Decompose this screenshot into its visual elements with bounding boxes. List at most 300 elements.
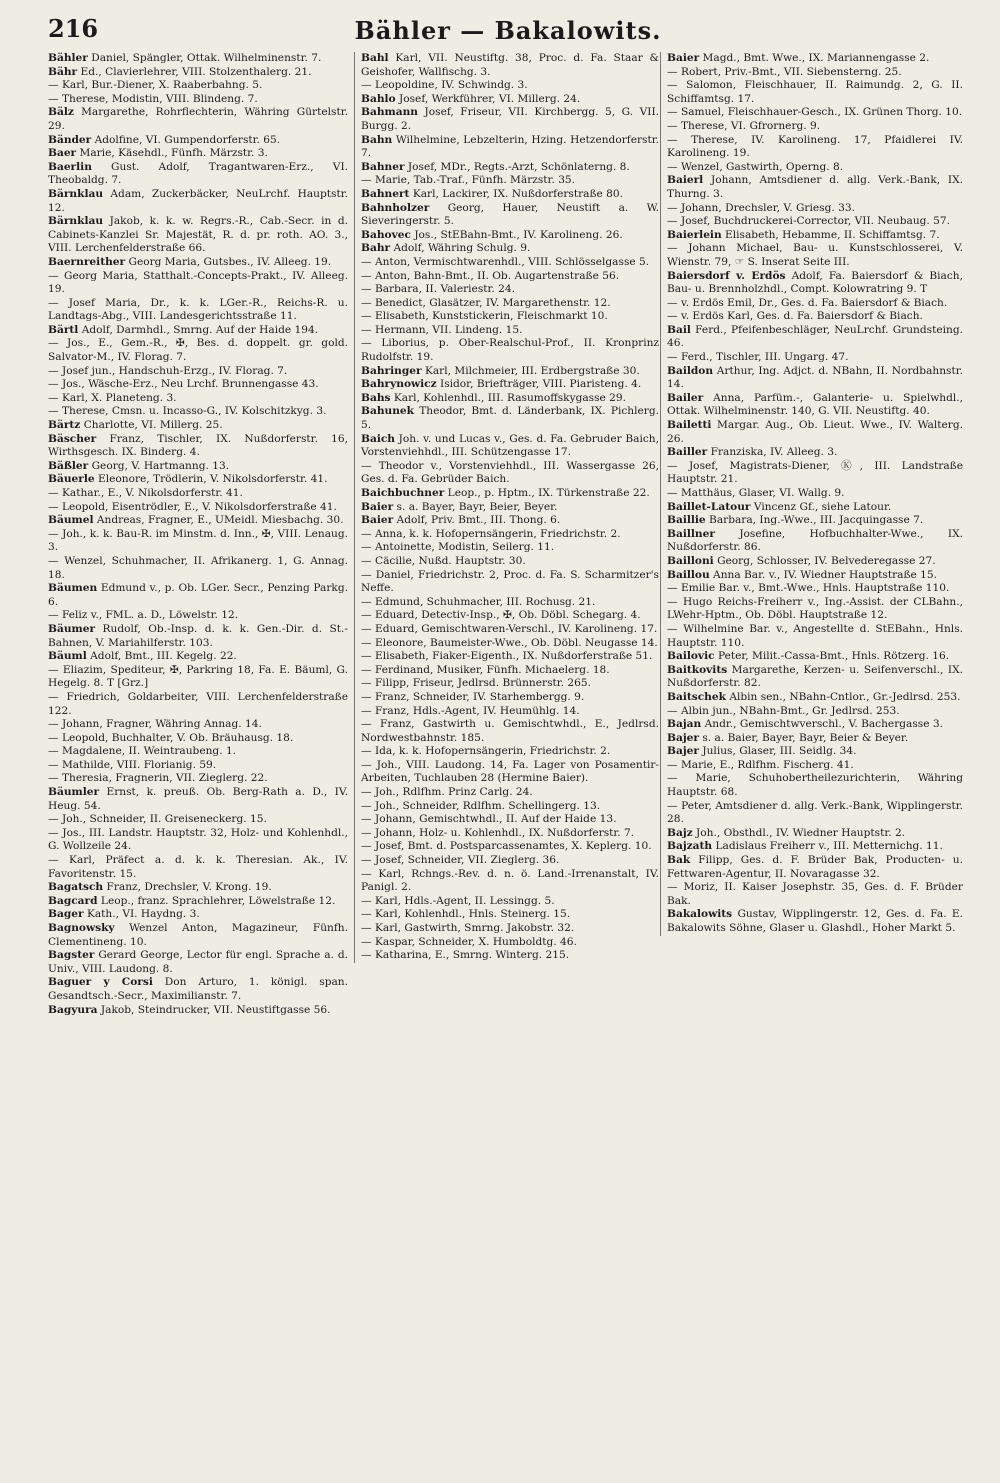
entry-details: — Emilie Bar. v., Bmt.-Wwe., Hnls. Hauptstraße 110.	[667, 582, 950, 595]
entry-details: Ladislaus Freiherr v., III. Metternichg. 11.	[715, 840, 943, 853]
entry-details: — Samuel, Fleischhauer-Gesch., IX. Grünen Thorg. 10.	[667, 106, 963, 119]
directory-entry	[667, 106, 963, 120]
directory-entry	[361, 161, 659, 175]
entry-surname: Baer	[48, 147, 77, 160]
directory-entry	[667, 745, 963, 759]
entry-details: — Leopoldine, IV. Schwindg. 3.	[361, 79, 528, 92]
entry-details: Arthur, Ing. Adjct. d. NBahn, II. Nordbahnstr. 14.	[667, 364, 963, 391]
entry-surname: Baildon	[667, 364, 714, 377]
directory-entry	[667, 419, 963, 446]
entry-details: — Josef Maria, Dr., k. k. LGer.-R., Reichs-R. u. Landtags-Abg., VIII. Landesgerichtsstraße 11.	[48, 296, 348, 323]
entry-surname: Bärtl	[48, 323, 79, 336]
entry-surname: Baillet-Latour	[667, 500, 751, 513]
entry-surname: Baerlin	[48, 160, 92, 173]
directory-entry	[667, 705, 963, 719]
entry-details: — Daniel, Friedrichstr. 2, Proc. d. Fa. S. Scharmitzer's Neffe.	[361, 568, 659, 595]
entry-details: — Jos., Wäsche-Erz., Neu Lrchf. Brunnengasse 43.	[48, 378, 319, 391]
entry-surname: Bärnklau	[48, 187, 104, 200]
entry-surname: Baier	[667, 52, 700, 64]
directory-entry	[667, 664, 963, 691]
directory-entry	[667, 351, 963, 365]
directory-entry	[361, 650, 659, 664]
entry-surname: Bänder	[48, 133, 92, 146]
directory-entry	[667, 242, 963, 269]
directory-entry	[48, 365, 348, 379]
column-3	[660, 52, 963, 936]
entry-surname: Baier	[361, 514, 394, 527]
directory-entry	[667, 908, 963, 935]
entry-details: — Barbara, II. Valeriestr. 24.	[361, 283, 515, 296]
entry-details: Wenzel Anton, Magazineur, Fünfh. Clementineng. 10.	[48, 922, 348, 948]
entry-surname: Bärnklau	[48, 215, 104, 228]
directory-entry	[361, 868, 659, 895]
entry-details: s. a. Baier, Bayer, Bayr, Beier & Beyer.	[702, 731, 909, 744]
directory-entry	[667, 79, 963, 106]
entry-surname: Bahs	[361, 391, 391, 404]
entry-details: Adolfine, VI. Gumpendorferstr. 65.	[94, 133, 281, 146]
entry-surname: Bahunek	[361, 405, 415, 418]
entry-surname: Bäumen	[48, 582, 98, 595]
directory-entry	[48, 759, 348, 773]
entry-details: — Josef, Schneider, VII. Zieglerg. 36.	[361, 854, 560, 867]
entry-details: Josefine, Hofbuchhalter-Wwe., IX. Nußdorferstr. 86.	[667, 527, 963, 554]
directory-entry	[48, 147, 348, 161]
directory-entry	[48, 732, 348, 746]
entry-details: — Therese, VI. Gfrornerg. 9.	[667, 119, 821, 132]
directory-entry	[48, 52, 348, 66]
entry-surname: Bahnert	[361, 187, 410, 200]
directory-entry	[361, 106, 659, 133]
directory-entry	[667, 215, 963, 229]
directory-entry	[48, 827, 348, 854]
entry-details: — Friedrich, Goldarbeiter, VIII. Lerchenfelderstraße 122.	[48, 690, 348, 717]
entry-details: — Josef, Buchdruckerei-Corrector, VII. Neubaug. 57.	[667, 215, 951, 228]
directory-entry	[361, 134, 659, 161]
entry-details: — Jos., III. Landstr. Hauptstr. 32, Holz- und Kohlenhdl., G. Wollzeile 24.	[48, 826, 348, 853]
directory-entry	[48, 256, 348, 270]
directory-entry	[48, 501, 348, 515]
entry-details: — Josef, Magistrats-Diener, Ⓚ, III. Landstraße Hauptstr. 21.	[667, 459, 963, 486]
entry-details: Barbara, Ing.-Wwe., III. Jacquingasse 7.	[709, 514, 924, 527]
entry-details: Jakob, Steindrucker, VII. Neustiftgasse 56.	[100, 1003, 331, 1016]
directory-entry	[361, 813, 659, 827]
entry-details: — Edmund, Schuhmacher, III. Rochusg. 21.	[361, 595, 596, 608]
entry-details: Andr., Gemischtwverschl., V. Bachergasse 3.	[704, 718, 943, 731]
entry-details: Leop., franz. Sprachlehrer, Löwelstraße 12.	[100, 894, 336, 907]
entry-details: — Eduard, Gemischtwaren-Verschl., IV. Karolineng. 17.	[361, 622, 658, 635]
entry-details: — Karl, Gastwirth, Smrng. Jakobstr. 32.	[361, 922, 575, 934]
entry-details: — Johann, Holz- u. Kohlenhdl., IX. Nußdorferstr. 7.	[361, 826, 635, 839]
directory-entry	[48, 609, 348, 623]
directory-entry	[48, 1004, 348, 1018]
directory-entry	[667, 691, 963, 705]
directory-entry	[361, 188, 659, 202]
entry-details: Adolf, Darmhdl., Smrng. Auf der Haide 194.	[81, 323, 319, 336]
directory-entry	[361, 705, 659, 719]
entry-details: — Eleonore, Baumeister-Wwe., Ob. Döbl. Neugasse 14.	[361, 636, 658, 649]
entry-surname: Bahr	[361, 242, 391, 255]
entry-surname: Baguer y Corsi	[48, 976, 153, 989]
directory-entry	[361, 555, 659, 569]
entry-details: Georg Maria, Gutsbes., IV. Alleeg. 19.	[128, 255, 332, 268]
directory-entry	[361, 487, 659, 501]
entry-surname: Bähler	[48, 52, 88, 64]
directory-entry	[48, 623, 348, 650]
entry-details: — Matthäus, Glaser, VI. Wallg. 9.	[667, 487, 845, 499]
directory-entry	[361, 922, 659, 936]
directory-entry	[48, 161, 348, 188]
entry-details: — Elisabeth, Fiaker-Eigenth., IX. Nußdorferstraße 51.	[361, 650, 653, 663]
directory-entry	[48, 949, 348, 976]
entry-details: Karl, Lackirer, IX. Nußdorferstraße 80.	[412, 187, 624, 200]
directory-entry	[361, 800, 659, 814]
directory-entry	[48, 895, 348, 909]
entry-surname: Bajzath	[667, 840, 713, 853]
entry-details: — Peter, Amtsdiener d. allg. Verk.-Bank, Wipplingerstr. 28.	[667, 799, 963, 826]
entry-details: — Johann Michael, Bau- u. Kunstschlosserei, V. Wienstr. 79, ☞ S. Inserat Seite III.	[667, 242, 963, 268]
directory-entry	[361, 460, 659, 487]
directory-entry	[48, 324, 348, 338]
entry-details: Anna Bar. v., IV. Wiedner Hauptstraße 15.	[713, 568, 938, 581]
entry-details: Eleonore, Trödlerin, V. Nikolsdorferstr. 41.	[97, 473, 328, 486]
entry-details: Anna, Parfüm.-, Galanterie- u. Spielwhdl., Ottak. Wilhelminenstr. 140, G. VII. Neustiftg. 40.	[667, 391, 963, 418]
directory-entry	[667, 840, 963, 854]
entry-details: Georg, Hauer, Neustift a. W. Sieveringerstr. 5.	[361, 201, 659, 228]
directory-entry	[361, 365, 659, 379]
entry-details: Charlotte, VI. Millerg. 25.	[83, 419, 223, 432]
directory-entry	[361, 297, 659, 311]
entry-details: — Magdalene, II. Weintraubeng. 1.	[48, 745, 237, 758]
entry-details: Franz, Drechsler, V. Krong. 19.	[106, 881, 272, 894]
entry-details: — Eduard, Detectiv-Insp., ✠, Ob. Döbl. Schegarg. 4.	[361, 609, 641, 622]
entry-details: — Mathilde, VIII. Florianig. 59.	[48, 758, 217, 771]
entry-details: Josef, MDr., Regts.-Arzt, Schönlaterng. 8.	[407, 160, 630, 173]
directory-entry	[667, 66, 963, 80]
directory-entry	[667, 202, 963, 216]
directory-entry	[361, 936, 659, 950]
directory-entry	[48, 908, 348, 922]
directory-entry	[48, 881, 348, 895]
entry-details: — Kaspar, Schneider, X. Humboldtg. 46.	[361, 935, 577, 948]
directory-entry	[667, 514, 963, 528]
entry-details: — Theodor v., Vorstenviehhdl., III. Wassergasse 26, Ges. d. Fa. Gebrüder Baich.	[361, 459, 659, 486]
directory-entry	[48, 786, 348, 813]
directory-entry	[48, 392, 348, 406]
directory-entry	[48, 528, 348, 555]
entry-surname: Bäscher	[48, 432, 97, 445]
directory-entry	[361, 691, 659, 705]
directory-entry	[361, 908, 659, 922]
entry-surname: Bahnholzer	[361, 201, 430, 214]
directory-entry	[48, 487, 348, 501]
directory-entry	[48, 215, 348, 256]
directory-entry	[48, 337, 348, 364]
entry-surname: Bahringer	[361, 364, 422, 377]
directory-entry	[48, 405, 348, 419]
entry-details: — Moriz, II. Kaiser Josephstr. 35, Ges. d. F. Brüder Bak.	[667, 881, 963, 907]
entry-details: Julius, Glaser, III. Seidlg. 34.	[702, 745, 857, 758]
entry-details: Vincenz Gf., siehe Latour.	[753, 500, 892, 513]
entry-details: — Albin jun., NBahn-Bmt., Gr. Jedlrsd. 253.	[667, 704, 900, 717]
entry-details: Adolf, Priv. Bmt., III. Thong. 6.	[396, 514, 561, 527]
directory-entry	[361, 310, 659, 324]
entry-details: Margar. Aug., Ob. Lieut. Wwe., IV. Walterg. 26.	[667, 419, 964, 445]
entry-surname: Bäuml	[48, 650, 87, 663]
directory-entry	[361, 528, 659, 542]
entry-details: — Therese, Cmsn. u. Incasso-G., IV. Kolschitzkyg. 3.	[48, 405, 327, 418]
entry-surname: Bagcard	[48, 894, 98, 907]
entry-details: Wilhelmine, Lebzelterin, Hzing. Hetzendorferstr. 7.	[361, 133, 659, 160]
entry-surname: Bakalowits	[667, 908, 733, 921]
entry-details: — Feliz v., FML. a. D., Löwelstr. 12.	[48, 609, 239, 622]
entry-details: Jakob, k. k. w. Regrs.-R., Cab.-Secr. in d. Cabinets-Kanzlei Sr. Majestät, R. d. pr. roth. AO. 3., VIII. Lerchenfelderstraße 66.	[48, 215, 348, 255]
entry-details: — Joh., Schneider, II. Greiseneckerg. 15.	[48, 813, 267, 826]
entry-surname: Bäumler	[48, 786, 100, 799]
entry-surname: Bälz	[48, 106, 74, 119]
directory-entry	[361, 895, 659, 909]
directory-entry	[48, 270, 348, 297]
entry-details: Joh. v. und Lucas v., Ges. d. Fa. Gebruder Baich, Vorstenviehhdl., III. Schützengasse 17.	[361, 432, 659, 459]
directory-entry	[667, 297, 963, 311]
entry-surname: Bahrynowicz	[361, 378, 437, 391]
entry-surname: Bailer	[667, 391, 704, 404]
entry-surname: Baillou	[667, 568, 710, 581]
entry-surname: Bak	[667, 854, 691, 867]
directory-entry	[48, 378, 348, 392]
entry-details: — Salomon, Fleischhauer, II. Raimundg. 2, G. II. Schiffamtsg. 17.	[667, 79, 963, 105]
directory-entry	[361, 609, 659, 623]
entry-details: — Johann, Drechsler, V. Griesg. 33.	[667, 201, 855, 214]
entry-details: Gust. Adolf, Tragantwaren-Erz., VI. Theobaldg. 7.	[48, 160, 348, 187]
entry-details: — Ida, k. k. Hofopernsängerin, Friedrichstr. 2.	[361, 745, 611, 758]
directory-entry	[667, 134, 963, 161]
entry-details: Theodor, Bmt. d. Länderbank, IX. Pichlerg. 5.	[361, 405, 659, 432]
directory-entry	[667, 446, 963, 460]
directory-entry	[361, 256, 659, 270]
entry-details: — Johann, Gemischtwhdl., II. Auf der Haide 13.	[361, 813, 617, 826]
directory-entry	[361, 786, 659, 800]
directory-entry	[48, 976, 348, 1003]
entry-details: — Elisabeth, Kunststickerin, Fleischmarkt 10.	[361, 310, 608, 323]
entry-surname: Bailetti	[667, 419, 712, 432]
directory-entry	[361, 541, 659, 555]
directory-entry	[667, 800, 963, 827]
directory-entry	[667, 772, 963, 799]
entry-details: — Anna, k. k. Hofopernsängerin, Friedrichstr. 2.	[361, 527, 621, 540]
entry-details: — Karl, Rchngs.-Rev. d. n. ö. Land.-Irrenanstalt, IV. Panigl. 2.	[361, 867, 659, 894]
entry-details: — Anton, Bahn-Bmt., II. Ob. Augartenstraße 56.	[361, 269, 620, 282]
directory-entry	[48, 582, 348, 609]
page-header	[48, 14, 968, 50]
entry-details: Andreas, Fragner, E., UMeidl. Miesbachg. 30.	[96, 514, 344, 527]
entry-details: — Leopold, Buchhalter, V. Ob. Bräuhausg. 18.	[48, 731, 294, 744]
entry-surname: Baierl	[667, 174, 704, 187]
entry-details: — Marie, Schuhobertheilezurichterin, Währing Hauptstr. 68.	[667, 772, 963, 799]
entry-details: — Liborius, p. Ober-Realschul-Prof., II. Kronprinz Rudolfstr. 19.	[361, 337, 659, 364]
directory-entry	[361, 52, 659, 79]
directory-entry	[667, 161, 963, 175]
page-number: 216	[48, 14, 99, 43]
entry-details: Ernst, k. preuß. Ob. Berg-Rath a. D., IV. Heug. 54.	[48, 786, 349, 812]
entry-details: — Anton, Vermischtwarenhdl., VIII. Schlösselgasse 5.	[361, 255, 650, 268]
entry-surname: Bail	[667, 323, 691, 336]
entry-details: Karl, Milchmeier, III. Erdbergstraße 30.	[424, 364, 640, 377]
entry-surname: Baichbuchner	[361, 487, 445, 499]
entry-surname: Bager	[48, 908, 84, 921]
directory-entry	[667, 854, 963, 881]
entry-details: — Therese, IV. Karolineng. 17, Pfaidlerei IV. Karolineng. 19.	[667, 133, 963, 160]
directory-entry	[361, 677, 659, 691]
entry-details: — Joh., VIII. Laudong. 14, Fa. Lager von Posamentir-Arbeiten, Tuchlauben 28 (Hermine Baier).	[361, 758, 659, 785]
entry-surname: Baitkovits	[667, 663, 728, 676]
entry-details: — Karl, Bur.-Diener, X. Raaberbahng. 5.	[48, 79, 263, 92]
directory-entry	[361, 174, 659, 188]
entry-surname: Baillie	[667, 514, 706, 527]
directory-entry	[361, 202, 659, 229]
entry-surname: Bahner	[361, 160, 405, 173]
entry-details: Albin sen., NBahn-Cntlor., Gr.-Jedlrsd. 253.	[729, 690, 961, 703]
directory-entry	[667, 174, 963, 201]
entry-details: Ed., Clavierlehrer, VIII. Stolzenthalerg. 21.	[80, 65, 312, 78]
entry-details: — Karl, Kohlenhdl., Hnls. Steinerg. 15.	[361, 908, 571, 921]
entry-surname: Bajan	[667, 718, 702, 731]
entry-details: — Antoinette, Modistin, Seilerg. 11.	[361, 541, 555, 554]
entry-surname: Bahl	[361, 52, 389, 64]
entry-details: — Marie, E., Rdlfhm. Fischerg. 41.	[667, 758, 854, 771]
entry-surname: Bäuerle	[48, 473, 95, 486]
directory-entry	[48, 106, 348, 133]
entry-details: Isidor, Briefträger, VIII. Piaristeng. 4.	[440, 378, 642, 391]
directory-entry	[667, 827, 963, 841]
entry-details: — Kathar., E., V. Nikolsdorferstr. 41.	[48, 487, 243, 499]
entry-details: — Joh., k. k. Bau-R. im Minstm. d. Inn., ✠, VIII. Lenaug. 3.	[48, 527, 348, 554]
directory-entry	[361, 79, 659, 93]
entry-surname: Bärtz	[48, 419, 81, 432]
entry-details: Leop., p. Hptm., IX. Türkenstraße 22.	[447, 487, 650, 499]
entry-details: — Karl, Hdls.-Agent, II. Lessingg. 5.	[361, 894, 555, 907]
entry-details: Elisabeth, Hebamme, II. Schiffamtsg. 7.	[725, 228, 940, 241]
entry-surname: Bahovec	[361, 228, 411, 241]
entry-details: Georg, Schlosser, IV. Belvederegasse 27.	[717, 554, 936, 567]
directory-entry	[667, 569, 963, 583]
entry-surname: Baitschek	[667, 690, 726, 703]
entry-details: Gerard George, Lector für engl. Sprache a. d. Univ., VIII. Laudong. 8.	[48, 949, 348, 975]
directory-entry	[48, 473, 348, 487]
directory-entry	[48, 854, 348, 881]
directory-entry	[667, 310, 963, 324]
entry-surname: Bagster	[48, 949, 95, 962]
entry-details: — Wenzel, Gastwirth, Operng. 8.	[667, 160, 844, 173]
entry-details: Marie, Käsehdl., Fünfh. Märzstr. 3.	[79, 147, 268, 160]
directory-entry	[361, 93, 659, 107]
directory-entry	[361, 949, 659, 963]
directory-entry	[48, 66, 348, 80]
directory-entry	[48, 650, 348, 664]
directory-entry	[667, 365, 963, 392]
directory-entry	[667, 555, 963, 569]
directory-entry	[667, 270, 963, 297]
entry-surname: Bäumer	[48, 622, 96, 635]
directory-entry	[667, 487, 963, 501]
directory-entry	[361, 840, 659, 854]
entry-details: — Ferd., Tischler, III. Ungarg. 47.	[667, 351, 849, 364]
running-title: Bähler — Bakalowits.	[354, 16, 662, 45]
entry-details: — Joh., Schneider, Rdlfhm. Schellingerg. 13.	[361, 799, 601, 812]
entry-surname: Baernreither	[48, 255, 126, 268]
directory-entry	[667, 650, 963, 664]
entry-details: — v. Erdös Karl, Ges. d. Fa. Baiersdorf & Biach.	[667, 310, 923, 323]
entry-details: — Robert, Priv.-Bmt., VII. Siebensterng. 25.	[667, 65, 902, 78]
entry-surname: Baich	[361, 432, 395, 445]
directory-entry	[361, 827, 659, 841]
entry-details: — Wenzel, Schuhmacher, II. Afrikanerg. 1, G. Annag. 18.	[48, 554, 348, 581]
entry-details: Adolf, Bmt., III. Kegelg. 22.	[90, 650, 237, 663]
entry-surname: Bajer	[667, 731, 699, 744]
entry-details: — Franz, Gastwirth u. Gemischtwhdl., E., Jedlrsd. Nordwestbahnstr. 185.	[361, 718, 659, 744]
entry-details: Magd., Bmt. Wwe., IX. Mariannengasse 2.	[702, 52, 930, 64]
entry-details: — Katharina, E., Smrng. Winterg. 215.	[361, 949, 570, 962]
entry-details: — Georg Maria, Statthalt.-Concepts-Prakt., IV. Alleeg. 19.	[48, 269, 348, 296]
column-2	[354, 52, 659, 963]
directory-entry	[48, 922, 348, 949]
entry-details: Don Arturo, 1. königl. span. Gesandtsch.-Secr., Maximilianstr. 7.	[48, 976, 348, 1002]
entry-details: — Johann, Fragner, Währing Annag. 14.	[48, 718, 262, 731]
directory-entry	[361, 623, 659, 637]
directory-entry	[667, 324, 963, 351]
entry-details: Jos., StEBahn-Bmt., IV. Karolineng. 26.	[414, 228, 623, 241]
directory-entry	[667, 528, 963, 555]
directory-entry	[48, 514, 348, 528]
directory-entry	[48, 745, 348, 759]
directory-entry	[48, 691, 348, 718]
entry-surname: Baiersdorf v. Erdös	[667, 269, 786, 282]
directory-entry	[667, 623, 963, 650]
entry-details: Karl, VII. Neustiftg. 38, Proc. d. Fa. Staar & Geishofer, Wallfischg. 3.	[361, 52, 659, 78]
entry-details: Gustav, Wipplingerstr. 12, Ges. d. Fa. E. Bakalowits Söhne, Glaser u. Glashdl., Hoher Markt 5.	[667, 908, 964, 934]
entry-surname: Bähr	[48, 65, 78, 78]
entry-details: Johann, Amtsdiener d. allg. Verk.-Bank, IX. Thurng. 3.	[667, 174, 963, 200]
directory-entry	[361, 854, 659, 868]
directory-entry	[667, 759, 963, 773]
directory-entry	[361, 392, 659, 406]
entry-details: — Eliazim, Spediteur, ✠, Parkring 18, Fa. E. Bäuml, G. Hegelg. 8. T [Grz.]	[48, 663, 348, 690]
directory-entry	[48, 813, 348, 827]
entry-details: Adolf, Währing Schulg. 9.	[393, 242, 531, 255]
entry-details: — v. Erdös Emil, Dr., Ges. d. Fa. Baiersdorf & Biach.	[667, 296, 948, 309]
entry-surname: Bajer	[667, 745, 699, 758]
entry-details: Peter, Milit.-Cassa-Bmt., Hnls. Rötzerg. 16.	[717, 650, 950, 663]
entry-details: Rudolf, Ob.-Insp. d. k. k. Gen.-Dir. d. St.-Bahnen, V. Mariahilferstr. 103.	[48, 622, 348, 649]
entry-details: — Cäcilie, Nußd. Hauptstr. 30.	[361, 554, 526, 567]
directory-entry	[48, 433, 348, 460]
directory-entry	[361, 324, 659, 338]
directory-entry	[48, 772, 348, 786]
entry-details: — Karl, X. Planeteng. 3.	[48, 391, 177, 404]
entry-details: — Franz, Schneider, IV. Starhembergg. 9.	[361, 690, 585, 703]
entry-details: Margarethe, Rohrflechterin, Währing Gürtelstr. 29.	[48, 106, 348, 132]
directory-entry	[361, 514, 659, 528]
entry-surname: Bahn	[361, 133, 393, 146]
directory-entry	[361, 501, 659, 515]
entry-details: — Franz, Hdls.-Agent, IV. Heumühlg. 14.	[361, 704, 580, 717]
entry-details: Ferd., Pfeifenbeschläger, NeuLrchf. Grundsteing. 46.	[667, 323, 963, 350]
directory-entry	[667, 718, 963, 732]
directory-entry	[361, 229, 659, 243]
entry-surname: Bailler	[667, 446, 708, 459]
directory-entry	[361, 242, 659, 256]
entry-surname: Bailloni	[667, 554, 714, 567]
entry-details: Adolf, Fa. Baiersdorf & Biach, Bau- u. Brennholzhdl., Compt. Kolowratring 9. T	[667, 269, 963, 296]
